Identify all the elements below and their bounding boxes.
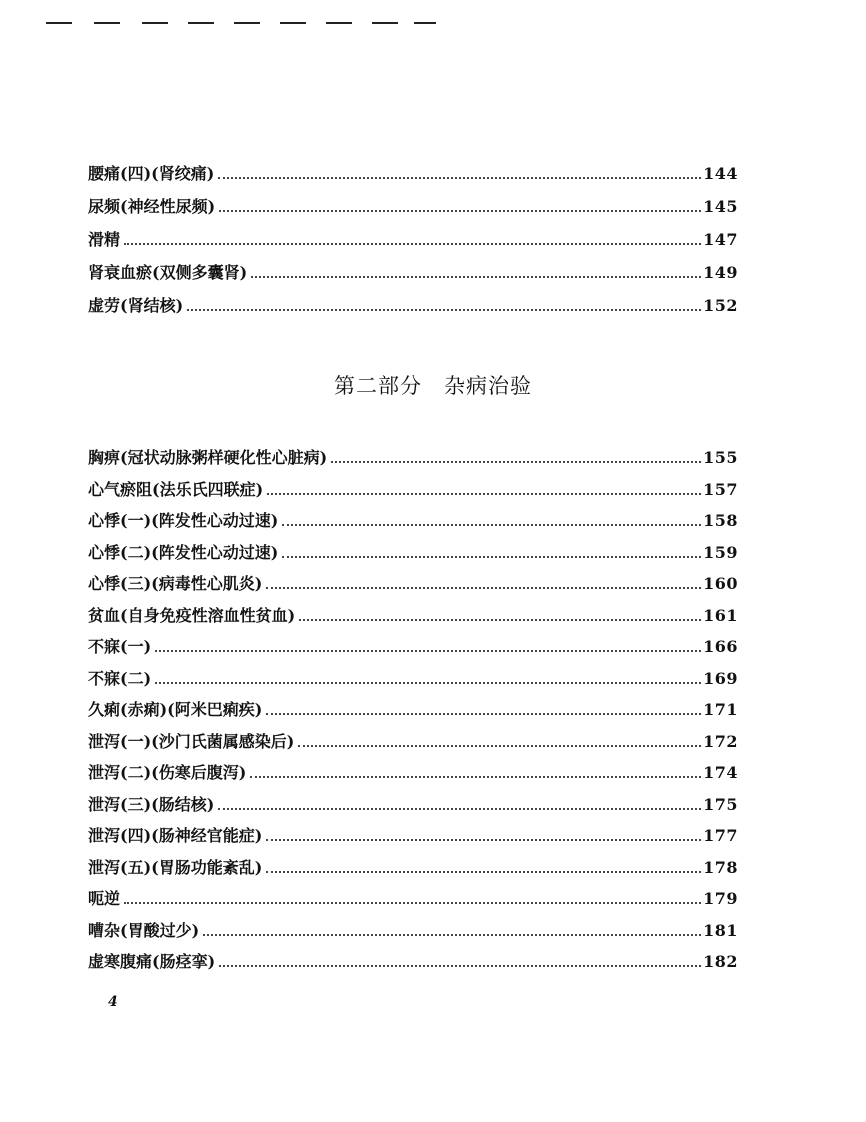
toc-leader-dots (124, 902, 701, 904)
toc-entry-page: 160 (703, 574, 738, 593)
toc-entry (88, 598, 738, 626)
toc-leader-dots (267, 493, 701, 495)
toc-entry (88, 535, 738, 563)
toc-entry-title: 呃逆 (88, 889, 121, 908)
toc-entry-title: 久痢(赤痢)(阿米巴痢疾) (88, 700, 263, 719)
toc-entry-title: 肾衰血瘀(双侧多囊肾) (88, 263, 248, 282)
toc-leader-dots (298, 745, 701, 747)
toc-leader-dots (299, 619, 701, 621)
toc-entry-page: 155 (703, 448, 738, 467)
toc-entry (88, 440, 738, 468)
toc-entry (88, 692, 738, 720)
toc-entry-page: 149 (703, 263, 738, 282)
toc-entry-title: 胸痹(冠状动脉粥样硬化性心脏病) (88, 448, 328, 467)
toc-entry-page: 182 (703, 952, 738, 971)
toc-entry (88, 566, 738, 594)
toc-leader-dots (250, 776, 701, 778)
toc-leader-dots (203, 934, 701, 936)
toc-entry (88, 222, 738, 250)
toc-entry-title: 贫血(自身免疫性溶血性贫血) (88, 605, 296, 625)
toc-entry (88, 156, 738, 184)
toc-entry (88, 913, 738, 941)
toc-entry-title: 泄泻(四)(肠神经官能症) (88, 826, 263, 845)
toc-entry-title: 腰痛(四)(肾绞痛) (88, 164, 215, 183)
toc-entry-page: 161 (703, 605, 738, 625)
toc-entry-title: 泄泻(三)(肠结核) (88, 794, 215, 814)
toc-entry (88, 881, 738, 909)
toc-entry-page: 175 (703, 794, 738, 814)
toc-entry (88, 189, 738, 217)
toc-entry-title: 泄泻(二)(伤寒后腹泻) (88, 763, 247, 782)
toc-entry (88, 850, 738, 878)
toc-entry (88, 629, 738, 657)
toc-entry-title: 心悸(二)(阵发性心动过速) (88, 542, 279, 562)
toc-entry (88, 724, 738, 752)
toc-entry-page: 178 (703, 857, 738, 877)
toc-entry (88, 503, 738, 531)
toc-leader-dots (282, 524, 701, 526)
toc-entry-page: 147 (703, 230, 738, 249)
toc-entry-page: 181 (703, 920, 738, 940)
toc-entry (88, 255, 738, 283)
toc-leader-dots (218, 177, 701, 179)
toc-entry-title: 泄泻(一)(沙门氏菌属感染后) (88, 731, 295, 751)
toc-entry-page: 171 (703, 700, 738, 719)
section-title: 第二部分 杂病治验 (334, 374, 532, 398)
toc-entry-page: 157 (703, 479, 738, 499)
toc-entry-title: 心气瘀阻(法乐氏四联症) (88, 479, 264, 499)
toc-entry-title: 心悸(一)(阵发性心动过速) (88, 511, 279, 530)
toc-leader-dots (187, 309, 701, 311)
toc-entry-page: 172 (703, 731, 738, 751)
toc-leader-dots (266, 587, 701, 589)
toc-entry (88, 472, 738, 500)
toc-leader-dots (219, 210, 701, 212)
toc-entry-page: 144 (703, 164, 738, 183)
toc-entry-title: 不寐(二) (88, 668, 152, 688)
toc-entry-title: 心悸(三)(病毒性心肌炎) (88, 574, 263, 593)
toc-leader-dots (124, 243, 701, 245)
toc-entry-title: 嘈杂(胃酸过少) (88, 920, 200, 940)
toc-entry (88, 755, 738, 783)
toc-entry-page: 145 (703, 197, 738, 216)
toc-leader-dots (266, 871, 701, 873)
toc-entry (88, 818, 738, 846)
toc-entry-page: 152 (703, 296, 738, 315)
toc-entry (88, 288, 738, 316)
toc-entry-title: 虚劳(肾结核) (88, 296, 184, 315)
toc-entry (88, 944, 738, 972)
toc-entry (88, 661, 738, 689)
toc-entry-title: 泄泻(五)(胃肠功能紊乱) (88, 857, 263, 877)
toc-entry-page: 166 (703, 637, 738, 656)
toc-leader-dots (218, 808, 701, 810)
toc-entry-title: 不寐(一) (88, 637, 152, 656)
toc-leader-dots (155, 682, 701, 684)
toc-entry-page: 177 (703, 826, 738, 845)
toc-entry-page: 158 (703, 511, 738, 530)
toc-entry-page: 174 (703, 763, 738, 782)
toc-entry-title: 虚寒腹痛(肠痉挛) (88, 952, 216, 971)
toc-leader-dots (266, 713, 701, 715)
toc-entry (88, 787, 738, 815)
toc-entry-page: 179 (703, 889, 738, 908)
toc-entry-title: 滑精 (88, 230, 121, 249)
toc-leader-dots (155, 650, 701, 652)
toc-leader-dots (282, 556, 701, 558)
toc-entry-page: 169 (703, 668, 738, 688)
page-number: 4 (108, 994, 118, 1010)
toc-leader-dots (251, 276, 701, 278)
toc-leader-dots (219, 965, 701, 967)
toc-leader-dots (266, 839, 701, 841)
toc-leader-dots (331, 461, 701, 463)
toc-entry-title: 尿频(神经性尿频) (88, 197, 216, 216)
toc-entry-page: 159 (703, 542, 738, 562)
